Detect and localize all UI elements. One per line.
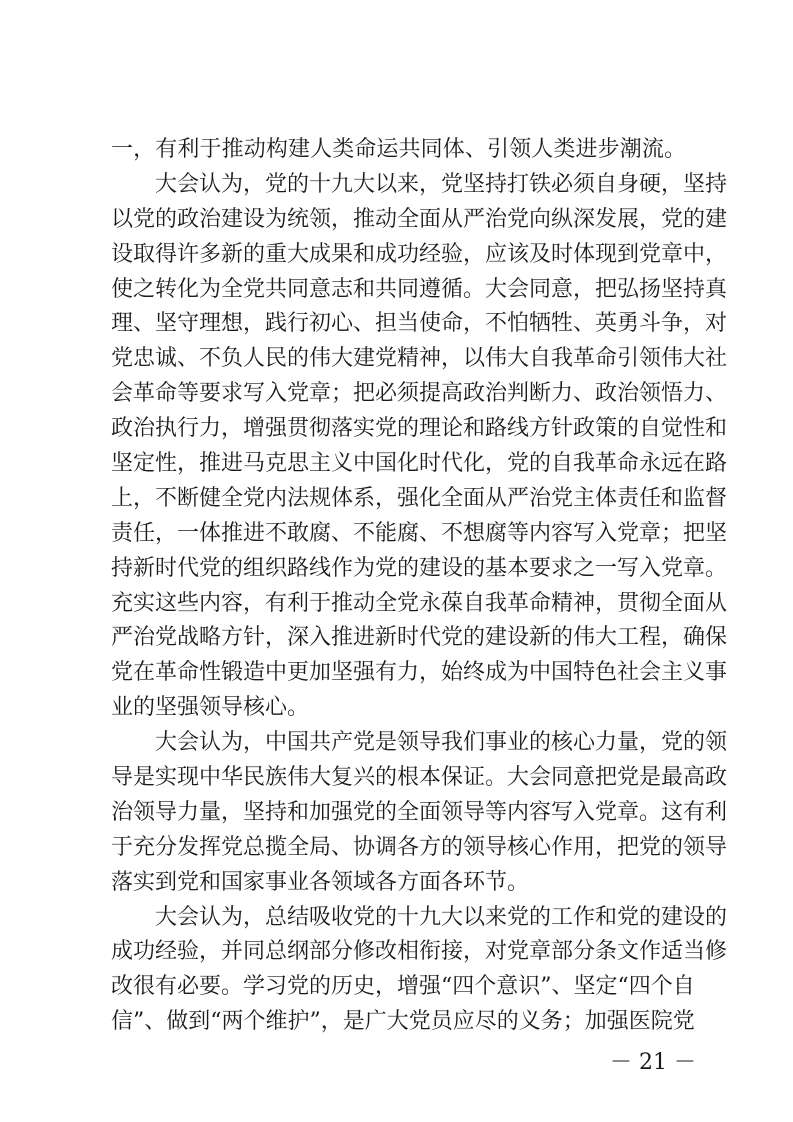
- text-line: 党忠诚、不负人民的伟大建党精神，以伟大自我革命引领伟大社: [111, 346, 728, 372]
- text-line: 一，有利于推动构建人类命运共同体、引领人类进步潮流。: [111, 137, 686, 162]
- text-line: 严治党战略方针，深入推进新时代党的建设新的伟大工程，确保: [111, 625, 728, 651]
- text-line: 信”、做到“两个维护”，是广大党员应尽的义务；加强医院党: [111, 1009, 695, 1035]
- text-line: 充实这些内容，有利于推动全党永葆自我革命精神，贯彻全面从: [111, 590, 728, 616]
- text-line: 于充分发挥党总揽全局、协调各方的领导核心作用，把党的领导: [111, 834, 728, 860]
- text-line: 治领导力量，坚持和加强党的全面领导等内容写入党章。这有利: [111, 799, 728, 825]
- text-line: 导是实现中华民族伟大复兴的根本保证。大会同意把党是最高政: [111, 765, 728, 791]
- text-line: 持新时代党的组织路线作为党的建设的基本要求之一写入党章。: [111, 555, 728, 581]
- text-line: 大会认为，党的十九大以来，党坚持打铁必须自身硬，坚持: [155, 171, 728, 197]
- text-line: 理、坚守理想，践行初心、担当使命，不怕牺牲、英勇斗争，对: [111, 311, 728, 337]
- text-line: 成功经验，并同总纲部分修改相衔接，对党章部分条文作适当修: [111, 939, 728, 965]
- text-line: 会革命等要求写入党章；把必须提高政治判断力、政治领悟力、: [111, 381, 728, 407]
- text-line: 政治执行力，增强贯彻落实党的理论和路线方针政策的自觉性和: [111, 416, 728, 442]
- text-line: 业的坚强领导核心。: [111, 695, 310, 721]
- text-line: 坚定性，推进马克思主义中国化时代化，党的自我革命永远在路: [111, 451, 728, 477]
- body-text: [111, 133, 728, 1040]
- text-line: 责任，一体推进不敢腐、不能腐、不想腐等内容写入党章；把坚: [111, 520, 728, 546]
- text-line: 上，不断健全党内法规体系，强化全面从严治党主体责任和监督: [111, 485, 728, 511]
- text-line: 使之转化为全党共同意志和共同遵循。大会同意，把弘扬坚持真: [111, 276, 728, 302]
- text-line: 大会认为，中国共产党是领导我们事业的核心力量，党的领: [155, 730, 728, 756]
- text-line: 大会认为，总结吸收党的十九大以来党的工作和党的建设的: [155, 904, 728, 930]
- text-line: 设取得许多新的重大成果和成功经验，应该及时体现到党章中，: [111, 241, 728, 267]
- text-line: 落实到党和国家事业各领域各方面各环节。: [111, 869, 530, 895]
- text-line: 以党的政治建设为统领，推动全面从严治党向纵深发展，党的建: [111, 206, 728, 232]
- text-line: 改很有必要。学习党的历史，增强“四个意识”、坚定“四个自: [111, 974, 695, 1000]
- text-line: 党在革命性锻造中更加坚强有力，始终成为中国特色社会主义事: [111, 660, 728, 686]
- page-number: － 21 －: [610, 1050, 696, 1075]
